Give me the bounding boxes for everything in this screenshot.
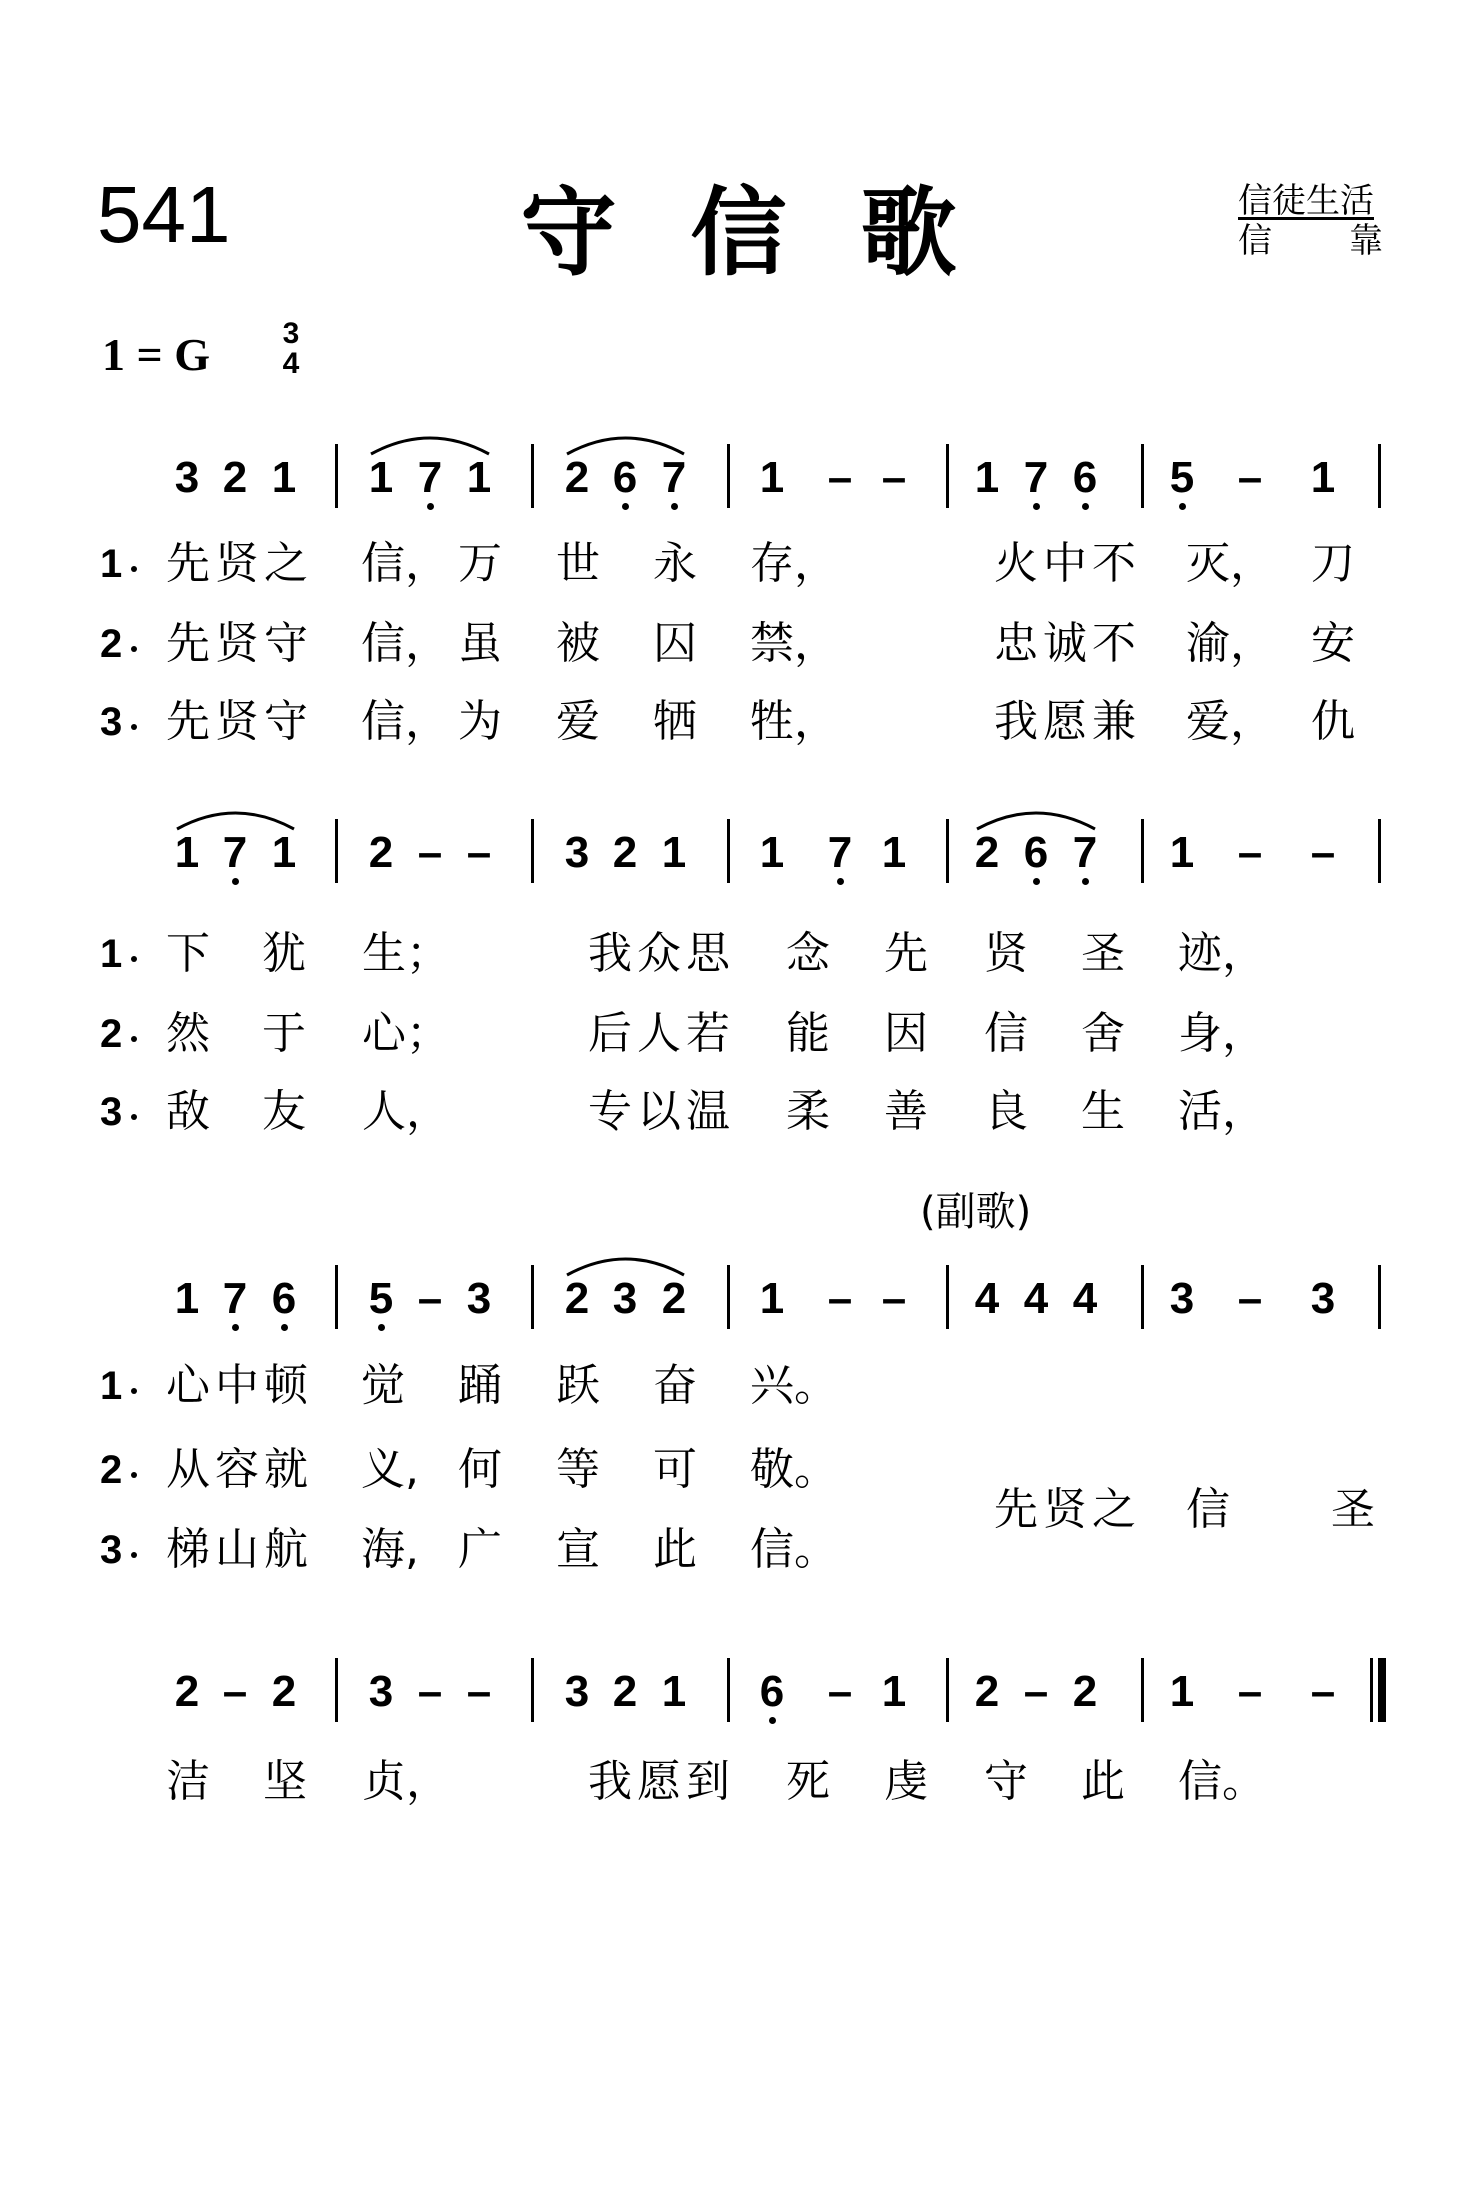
slur-tie	[975, 803, 1097, 833]
lyric-syllable: 牺	[653, 696, 697, 747]
barline	[727, 1658, 730, 1722]
lyric-syllable: 渝，	[1186, 618, 1274, 669]
slur-tie	[369, 428, 491, 458]
lyric-syllable: 温	[686, 1086, 730, 1137]
note: 2	[974, 828, 1000, 877]
verse-number: 3	[100, 1090, 123, 1134]
barline	[727, 444, 730, 508]
lyric-syllable: 守	[264, 696, 308, 747]
lyric-syllable: 不	[1092, 538, 1136, 589]
note-sustain-dash: –	[1310, 828, 1336, 877]
note-low-octave: 7	[412, 456, 448, 500]
chorus-label: (副歌)	[920, 1189, 1032, 1235]
lyric-syllable: 奋	[653, 1360, 697, 1411]
verse-number-dot	[131, 956, 137, 962]
note: 3	[1169, 1274, 1195, 1323]
lyric-syllable: 坚	[263, 1756, 307, 1807]
lyric-syllable: 信。	[750, 1524, 838, 1575]
note-low-octave: 7	[822, 831, 858, 875]
lyric-syllable: 永	[653, 538, 697, 589]
lyric-syllable: 中	[1043, 538, 1087, 589]
note-low-octave: 6	[1018, 831, 1054, 875]
lyric-syllable: 因	[884, 1008, 928, 1059]
verse-number: 2	[100, 1448, 123, 1492]
note-sustain-dash: –	[881, 453, 907, 502]
note: 1	[466, 453, 492, 502]
lyric-syllable: 先	[166, 538, 210, 589]
lyric-syllable: 兼	[1092, 696, 1136, 747]
lyric-syllable: 信，	[361, 538, 449, 589]
lyric-syllable: 广	[458, 1524, 502, 1575]
verse-number-dot	[131, 1114, 137, 1120]
barline	[727, 819, 730, 883]
note: 2	[271, 1667, 297, 1716]
note-sustain-dash: –	[1237, 453, 1263, 502]
lyric-syllable: 友	[262, 1086, 306, 1137]
barline	[335, 1265, 338, 1329]
note-low-octave: 6	[607, 456, 643, 500]
verse-number-dot	[131, 566, 137, 572]
barline	[1378, 819, 1381, 883]
lyric-syllable: 我	[588, 1756, 632, 1807]
barline	[1141, 1658, 1144, 1722]
lyric-syllable: 牲，	[750, 696, 838, 747]
note: 1	[174, 828, 200, 877]
note-sustain-dash: –	[1237, 1667, 1263, 1716]
verse-number-dot	[131, 724, 137, 730]
note: 4	[1023, 1274, 1049, 1323]
note: 3	[564, 1667, 590, 1716]
lyric-syllable: 贤	[984, 928, 1028, 979]
verse-number: 2	[100, 622, 123, 666]
lyric-syllable: 安	[1311, 618, 1355, 669]
lyric-syllable: 从	[166, 1444, 210, 1495]
lyric-syllable: 信，	[361, 618, 449, 669]
lyric-syllable: 仇	[1311, 696, 1355, 747]
lyric-syllable: 贤	[215, 696, 259, 747]
lyric-syllable: 刀	[1311, 538, 1355, 589]
barline	[531, 444, 534, 508]
barline	[335, 819, 338, 883]
note-low-octave: 5	[1164, 456, 1200, 500]
barline	[946, 1658, 949, 1722]
verse-number: 2	[100, 1012, 123, 1056]
lyric-syllable: 先	[166, 618, 210, 669]
lyric-syllable: 先	[166, 696, 210, 747]
lyric-syllable: 信	[984, 1008, 1028, 1059]
note-low-octave: 7	[1067, 831, 1103, 875]
lyric-syllable: 若	[686, 1008, 730, 1059]
note-sustain-dash: –	[222, 1667, 248, 1716]
note-sustain-dash: –	[1023, 1667, 1049, 1716]
barline	[1141, 819, 1144, 883]
lyric-syllable: 灭，	[1186, 538, 1274, 589]
key-signature: 1 = G	[102, 329, 210, 380]
note: 2	[174, 1667, 200, 1716]
chorus-lyric-syllable: 之	[1092, 1484, 1136, 1535]
author-char: 靠	[1349, 221, 1383, 261]
lyric-syllable: 心	[166, 1360, 210, 1411]
verse-number: 1	[100, 932, 123, 976]
lyric-syllable: 踊	[458, 1360, 502, 1411]
chorus-lyric-syllable: 贤	[1043, 1484, 1087, 1535]
note: 1	[271, 828, 297, 877]
note-sustain-dash: –	[417, 828, 443, 877]
note: 1	[759, 828, 785, 877]
note-sustain-dash: –	[417, 1274, 443, 1323]
note: 1	[368, 453, 394, 502]
verse-number: 3	[100, 1528, 123, 1572]
lyric-syllable: 之	[264, 538, 308, 589]
lyric-syllable: 虽	[458, 618, 502, 669]
note-low-octave: 6	[754, 1670, 790, 1714]
lyric-syllable: 专	[588, 1086, 632, 1137]
lyric-syllable: 敬。	[750, 1444, 838, 1495]
lyric-syllable: 迹，	[1178, 928, 1266, 979]
lyric-syllable: 下	[166, 928, 210, 979]
lyric-syllable: 不	[1092, 618, 1136, 669]
verse-number-dot	[131, 646, 137, 652]
lyric-syllable: 兴。	[750, 1360, 838, 1411]
author-char: 信	[1238, 221, 1272, 261]
barline	[1378, 1265, 1381, 1329]
lyric-syllable: 后	[588, 1008, 632, 1059]
chorus-lyric-syllable: 先	[994, 1484, 1038, 1535]
note-low-octave: 5	[363, 1277, 399, 1321]
note: 1	[759, 453, 785, 502]
lyric-syllable: 贞，	[362, 1756, 450, 1807]
note: 2	[222, 453, 248, 502]
lyric-syllable: 善	[884, 1086, 928, 1137]
note-sustain-dash: –	[881, 1274, 907, 1323]
barline	[335, 1658, 338, 1722]
lyric-syllable: 航	[264, 1524, 308, 1575]
note-low-octave: 6	[1067, 456, 1103, 500]
lyric-syllable: 为	[458, 696, 502, 747]
note: 2	[661, 1274, 687, 1323]
note: 2	[564, 1274, 590, 1323]
slur-tie	[175, 803, 296, 833]
note: 1	[174, 1274, 200, 1323]
note-sustain-dash: –	[417, 1667, 443, 1716]
verse-number: 3	[100, 700, 123, 744]
lyric-syllable: 人	[637, 1008, 681, 1059]
author-credit	[1238, 221, 1383, 261]
lyric-syllable: 心；	[362, 1008, 450, 1059]
barline	[946, 819, 949, 883]
note: 1	[1169, 828, 1195, 877]
slur-tie	[565, 428, 686, 458]
note-sustain-dash: –	[827, 1274, 853, 1323]
note: 1	[661, 828, 687, 877]
lyric-syllable: 信，	[361, 696, 449, 747]
verse-number-dot	[131, 1036, 137, 1042]
lyric-syllable: 敌	[166, 1086, 210, 1137]
final-barline-thick	[1378, 1658, 1386, 1722]
lyric-syllable: 众	[637, 928, 681, 979]
barline	[727, 1265, 730, 1329]
lyric-syllable: 然	[166, 1008, 210, 1059]
verse-number: 1	[100, 542, 123, 586]
barline	[531, 1658, 534, 1722]
note: 2	[612, 1667, 638, 1716]
note-sustain-dash: –	[827, 1667, 853, 1716]
note-low-octave: 7	[1018, 456, 1054, 500]
slur-tie	[565, 1249, 686, 1279]
lyric-syllable: 虔	[884, 1756, 928, 1807]
lyric-syllable: 被	[556, 618, 600, 669]
note-low-octave: 7	[656, 456, 692, 500]
note: 2	[1072, 1667, 1098, 1716]
barline	[946, 1265, 949, 1329]
chorus-lyric-syllable: 圣	[1331, 1484, 1375, 1535]
lyric-syllable: 囚	[653, 618, 697, 669]
lyric-syllable: 世	[556, 538, 600, 589]
note-low-octave: 6	[266, 1277, 302, 1321]
lyric-syllable: 死	[786, 1756, 830, 1807]
lyric-syllable: 此	[1081, 1756, 1125, 1807]
note: 1	[661, 1667, 687, 1716]
lyric-syllable: 于	[262, 1008, 306, 1059]
note: 1	[881, 1667, 907, 1716]
lyric-syllable: 海,	[361, 1524, 419, 1575]
lyric-syllable: 火	[994, 538, 1038, 589]
lyric-syllable: 爱，	[1186, 696, 1274, 747]
lyric-syllable: 宣	[556, 1524, 600, 1575]
verse-number-dot	[131, 1552, 137, 1558]
note-sustain-dash: –	[466, 1667, 492, 1716]
note: 1	[974, 453, 1000, 502]
lyric-syllable: 万	[458, 538, 502, 589]
lyric-syllable: 能	[786, 1008, 830, 1059]
lyric-syllable: 此	[653, 1524, 697, 1575]
final-barline	[1370, 1658, 1373, 1722]
note: 3	[368, 1667, 394, 1716]
lyric-syllable: 柔	[786, 1086, 830, 1137]
lyric-syllable: 爱	[556, 696, 600, 747]
note: 4	[1072, 1274, 1098, 1323]
lyric-syllable: 禁，	[750, 618, 838, 669]
note: 3	[174, 453, 200, 502]
note: 3	[466, 1274, 492, 1323]
chorus-lyric-syllable: 信	[1186, 1484, 1230, 1535]
lyric-syllable: 身，	[1178, 1008, 1266, 1059]
lyric-syllable: 觉	[361, 1360, 405, 1411]
time-signature-numerator: 3	[282, 317, 300, 350]
lyric-syllable: 先	[884, 928, 928, 979]
note: 1	[881, 828, 907, 877]
hymn-title: 守信歌	[520, 177, 1031, 289]
note: 2	[368, 828, 394, 877]
lyric-syllable: 我	[994, 696, 1038, 747]
lyric-syllable: 我	[588, 928, 632, 979]
note-sustain-dash: –	[1237, 828, 1263, 877]
lyric-syllable: 就	[264, 1444, 308, 1495]
note-sustain-dash: –	[1310, 1667, 1336, 1716]
time-signature	[278, 319, 304, 379]
lyric-syllable: 人，	[362, 1086, 450, 1137]
lyric-syllable: 念	[786, 928, 830, 979]
barline	[531, 819, 534, 883]
lyric-syllable: 贤	[215, 618, 259, 669]
lyric-syllable: 梯	[166, 1524, 210, 1575]
barline	[1141, 444, 1144, 508]
lyric-syllable: 可	[653, 1444, 697, 1495]
lyric-syllable: 愿	[637, 1756, 681, 1807]
note: 3	[612, 1274, 638, 1323]
note: 2	[564, 453, 590, 502]
lyric-syllable: 山	[215, 1524, 259, 1575]
lyric-syllable: 生；	[362, 928, 450, 979]
note: 1	[1310, 453, 1336, 502]
lyric-syllable: 犹	[262, 928, 306, 979]
lyric-syllable: 舍	[1081, 1008, 1125, 1059]
note: 2	[612, 828, 638, 877]
lyric-syllable: 愿	[1043, 696, 1087, 747]
source-credit: 信徒生活	[1238, 181, 1374, 221]
note: 3	[564, 828, 590, 877]
note-low-octave: 7	[217, 831, 253, 875]
barline	[531, 1265, 534, 1329]
lyric-syllable: 守	[264, 618, 308, 669]
note: 1	[1169, 1667, 1195, 1716]
lyric-syllable: 思	[686, 928, 730, 979]
note-sustain-dash: –	[827, 453, 853, 502]
lyric-syllable: 容	[215, 1444, 259, 1495]
verse-number-dot	[131, 1472, 137, 1478]
lyric-syllable: 义,	[361, 1444, 419, 1495]
note: 3	[1310, 1274, 1336, 1323]
note-sustain-dash: –	[466, 828, 492, 877]
hymn-number: 541	[97, 170, 231, 259]
note: 4	[974, 1274, 1000, 1323]
lyric-syllable: 贤	[215, 538, 259, 589]
lyric-syllable: 圣	[1081, 928, 1125, 979]
lyric-syllable: 何	[458, 1444, 502, 1495]
lyric-syllable: 诚	[1043, 618, 1087, 669]
verse-number-dot	[131, 1388, 137, 1394]
lyric-syllable: 忠	[994, 618, 1038, 669]
lyric-syllable: 活，	[1178, 1086, 1266, 1137]
lyric-syllable: 生	[1081, 1086, 1125, 1137]
note: 1	[271, 453, 297, 502]
note-sustain-dash: –	[1237, 1274, 1263, 1323]
lyric-syllable: 顿	[264, 1360, 308, 1411]
barline	[1141, 1265, 1144, 1329]
note-low-octave: 7	[217, 1277, 253, 1321]
lyric-syllable: 到	[686, 1756, 730, 1807]
lyric-syllable: 信。	[1178, 1756, 1266, 1807]
note: 2	[974, 1667, 1000, 1716]
lyric-syllable: 以	[637, 1086, 681, 1137]
note: 1	[759, 1274, 785, 1323]
lyric-syllable: 中	[215, 1360, 259, 1411]
barline	[946, 444, 949, 508]
barline	[335, 444, 338, 508]
verse-number: 1	[100, 1364, 123, 1408]
barline	[1378, 444, 1381, 508]
lyric-syllable: 良	[984, 1086, 1028, 1137]
lyric-syllable: 存，	[750, 538, 838, 589]
lyric-syllable: 洁	[166, 1756, 210, 1807]
lyric-syllable: 守	[984, 1756, 1028, 1807]
lyric-syllable: 跃	[556, 1360, 600, 1411]
time-signature-denominator: 4	[282, 347, 300, 380]
lyric-syllable: 等	[556, 1444, 600, 1495]
